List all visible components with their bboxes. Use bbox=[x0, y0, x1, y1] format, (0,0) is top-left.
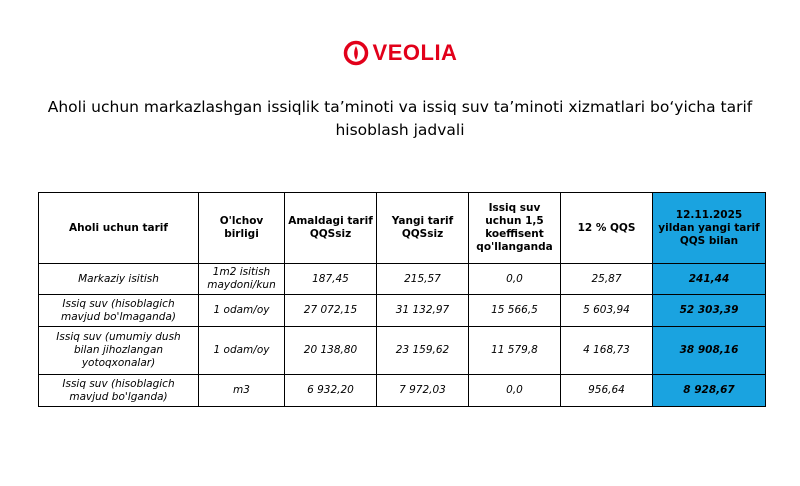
header-vat: 12 % QQS bbox=[561, 193, 653, 264]
table-header-row bbox=[39, 193, 766, 264]
table-row bbox=[39, 375, 766, 407]
header-coefficient: Issiq suv uchun 1,5 koeffisent qo'llanganda bbox=[469, 193, 561, 264]
title-line-1: Aholi uchun markazlashgan issiqlik ta’minoti va issiq suv ta’minoti xizmatlari bo‘yicha tarif bbox=[47, 98, 753, 116]
cell-new-tariff: 215,57 bbox=[377, 264, 469, 295]
cell-total: 38 908,16 bbox=[653, 327, 766, 375]
cell-tariff: Markaziy isitish bbox=[39, 264, 199, 295]
cell-unit: m3 bbox=[199, 375, 285, 407]
table-row bbox=[39, 295, 766, 327]
brand-name: VEOLIA bbox=[372, 40, 458, 65]
cell-vat: 25,87 bbox=[561, 264, 653, 295]
cell-new-tariff: 23 159,62 bbox=[377, 327, 469, 375]
table-row bbox=[39, 327, 766, 375]
tariff-table bbox=[38, 192, 766, 407]
cell-new-tariff: 31 132,97 bbox=[377, 295, 469, 327]
header-new-tariff-with-vat: 12.11.2025 yildan yangi tarif QQS bilan bbox=[653, 193, 766, 264]
cell-unit: 1 odam/oy bbox=[199, 327, 285, 375]
table-row bbox=[39, 264, 766, 295]
header-new-tariff: Yangi tarif QQSsiz bbox=[377, 193, 469, 264]
cell-unit: 1 odam/oy bbox=[199, 295, 285, 327]
title-line-2: hisoblash jadvali bbox=[335, 121, 465, 139]
header-tariff: Aholi uchun tarif bbox=[39, 193, 199, 264]
cell-coefficient: 0,0 bbox=[469, 375, 561, 407]
veolia-logo-icon bbox=[343, 40, 369, 66]
cell-tariff: Issiq suv (umumiy dush bilan jihozlangan yotoqxonalar) bbox=[39, 327, 199, 375]
cell-total: 8 928,67 bbox=[653, 375, 766, 407]
header-current-tariff: Amaldagi tarif QQSsiz bbox=[285, 193, 377, 264]
cell-total: 241,44 bbox=[653, 264, 766, 295]
header-unit: O'lchov birligi bbox=[199, 193, 285, 264]
cell-coefficient: 15 566,5 bbox=[469, 295, 561, 327]
cell-vat: 956,64 bbox=[561, 375, 653, 407]
cell-coefficient: 0,0 bbox=[469, 264, 561, 295]
cell-vat: 4 168,73 bbox=[561, 327, 653, 375]
page-title bbox=[40, 96, 760, 142]
cell-tariff: Issiq suv (hisoblagich mavjud bo'lmaganda) bbox=[39, 295, 199, 327]
cell-tariff: Issiq suv (hisoblagich mavjud bo'lganda) bbox=[39, 375, 199, 407]
cell-new-tariff: 7 972,03 bbox=[377, 375, 469, 407]
cell-unit: 1m2 isitish maydoni/kun bbox=[199, 264, 285, 295]
cell-total: 52 303,39 bbox=[653, 295, 766, 327]
cell-current-tariff: 27 072,15 bbox=[285, 295, 377, 327]
cell-current-tariff: 6 932,20 bbox=[285, 375, 377, 407]
cell-coefficient: 11 579,8 bbox=[469, 327, 561, 375]
cell-current-tariff: 187,45 bbox=[285, 264, 377, 295]
cell-vat: 5 603,94 bbox=[561, 295, 653, 327]
cell-current-tariff: 20 138,80 bbox=[285, 327, 377, 375]
logo bbox=[0, 40, 800, 66]
